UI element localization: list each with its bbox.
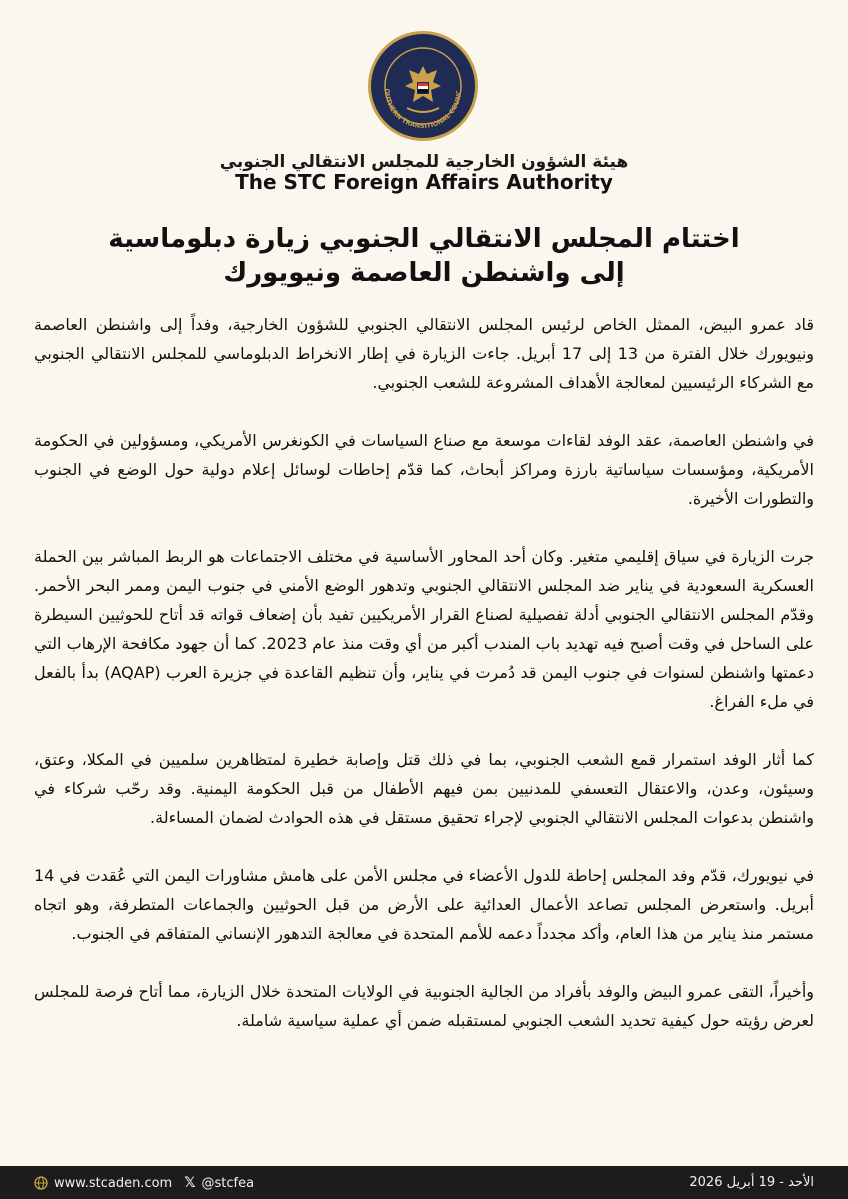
logo-english-text: OUTHERN TRANSITIONAL COUNC	[382, 88, 464, 131]
stc-logo	[367, 30, 479, 142]
footer-date: الأحد - 19 أبريل 2026	[689, 1175, 814, 1190]
footer-bar	[0, 1166, 848, 1199]
paragraph: قاد عمرو البيض، الممثل الخاص لرئيس المجلس الانتقالي الجنوبي للشؤون الخارجية، وفداً إلى واشنطن العاصمة ونيويورك خلال الفترة من 13 إلى 17 أبريل. جاءت الزيارة في إطار الانخراط الدبلوماسي للمجلس الانتقالي الجنوبي مع الشركاء الرئيسيين لمعالجة الأهداف المشروعة للشعب الجنوبي.	[34, 315, 815, 392]
paragraph: وأخيراً، التقى عمرو البيض والوفد بأفراد من الجالية الجنوبية في الولايات المتحدة خلال الزيارة، مما أتاح فرصة للمجلس لعرض رؤيته حول كيفية تحديد الشعب الجنوبي لمستقبله ضمن أي عملية سياسية شاملة.	[34, 982, 814, 1030]
article-body	[34, 310, 814, 1064]
website-link[interactable]: www.stcaden.com	[54, 1175, 173, 1191]
paragraph: في نيويورك، قدّم وفد المجلس إحاطة للدول الأعضاء في مجلس الأمن على هامش مشاورات اليمن التي عُقدت في 14 أبريل. واستعرض المجلس تصاعد الأعمال العدائية على الأرض من قبل الحوثيين والجماعات المتطرفة، وهو اتجاه مستمر منذ يناير من هذا العام، وأكد مجدداً دعمه للأمم المتحدة في معالجة التدهور الإنساني المتفاقم في الجنوب.	[34, 866, 814, 943]
stc-emblem-icon	[367, 30, 479, 142]
paragraph: في واشنطن العاصمة، عقد الوفد لقاءات موسعة مع صناع السياسات في الكونغرس الأمريكي، ومسؤولين في الحكومة الأمريكية، ومؤسسات سياساتية بارزة ومراكز أبحاث، كما قدّم إحاطات لوسائل إعلام دولية حول الوضع في الجنوب والتطورات الأخيرة.	[34, 431, 814, 508]
footer-links	[34, 1175, 254, 1191]
globe-icon	[34, 1176, 48, 1190]
page-title: اختتام المجلس الانتقالي الجنوبي زيارة دبلوماسية إلى واشنطن العاصمة ونيويورك	[108, 224, 740, 288]
org-name-english: The STC Foreign Affairs Authority	[235, 170, 613, 194]
x-logo-icon: 𝕏	[184, 1175, 196, 1191]
org-name-arabic: هيئة الشؤون الخارجية للمجلس الانتقالي الجنوبي	[219, 152, 629, 172]
paragraph: كما أثار الوفد استمرار قمع الشعب الجنوبي، بما في ذلك قتل وإصابة خطيرة لمتظاهرين سلميين في المكلا، وعتق، وسيئون، وعدن، والاعتقال التعسفي للمدنيين بمن فيهم الأطفال من قبل الحكومة اليمنية. وقد رحّب شركاء في واشنطن بدعوات المجلس الانتقالي الجنوبي لإجراء تحقيق مستقل في هذه الحوادث لضمان المساءلة.	[34, 750, 814, 827]
social-handle-link[interactable]: @stcfea	[201, 1175, 255, 1191]
paragraph: جرت الزيارة في سياق إقليمي متغير. وكان أحد المحاور الأساسية في مختلف الاجتماعات هو الربط المباشر بين الحملة العسكرية السعودية في يناير ضد المجلس الانتقالي الجنوبي وتدهور الوضع الأمني في جنوب اليمن وممر البحر الأحمر. وقدّم المجلس الانتقالي الجنوبي أدلة تفصيلية لصناع القرار الأمريكيين تفيد بأن إضعاف قواته قد أتاح للحوثيين السيطرة على الساحل في وقت أصبح فيه تهديد باب المندب أكبر من أي وقت منذ عام 2023. كما أن جهود مكافحة الإرهاب التي دعمتها واشنطن لسنوات في جنوب اليمن قد دُمرت في يناير، وأن تنظيم القاعدة في جزيرة العرب (AQAP) بدأ بالفعل في ملء الفراغ.	[34, 547, 815, 711]
